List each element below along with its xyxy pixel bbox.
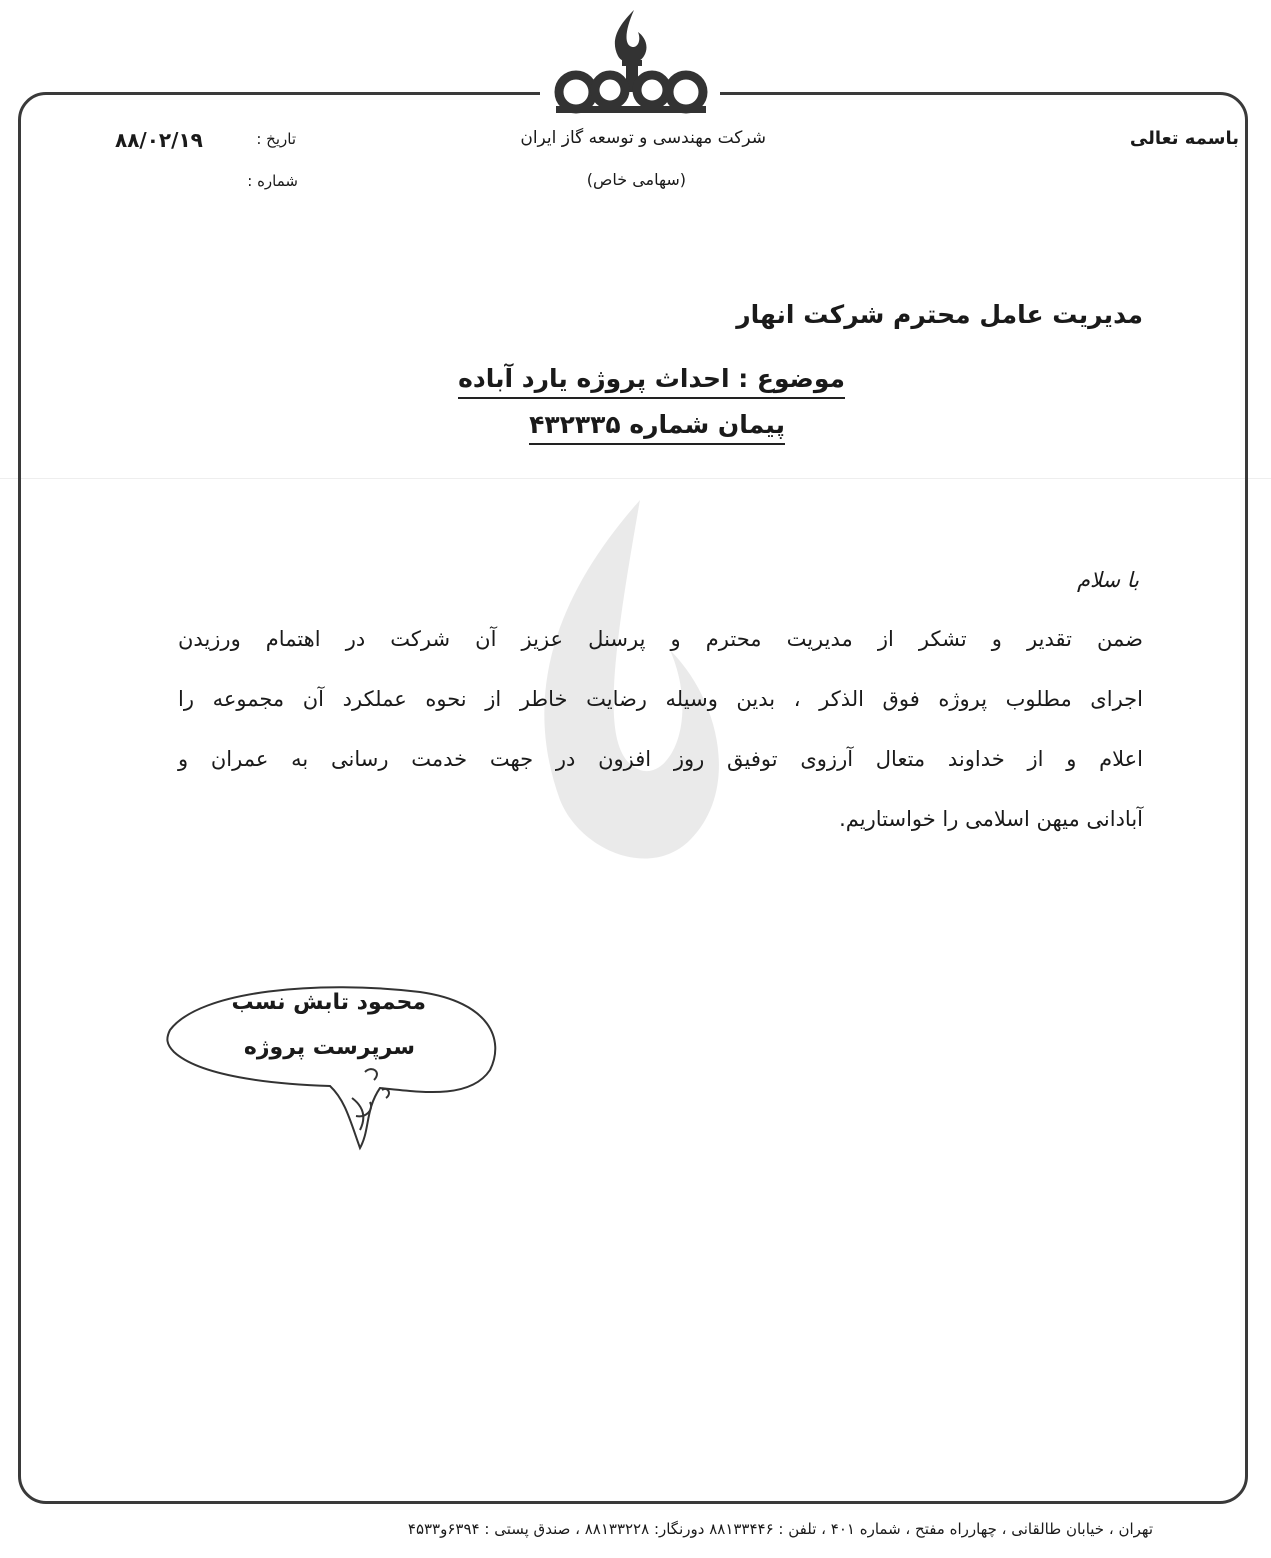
body-line: ضمن تقدیر و تشکر از مدیریت محترم و پرسنل عزیز آن شرکت در اهتمام ورزیدن xyxy=(178,627,1143,651)
signer-title: سرپرست پروژه xyxy=(243,1035,415,1060)
company-type: (سهامی خاص) xyxy=(586,170,686,189)
signer-name: محمود تابش نسب xyxy=(231,990,426,1015)
basmala-heading: باسمه تعالی xyxy=(1129,128,1239,149)
body-line: اعلام و از خداوند متعال آرزوی توفیق روز افزون در جهت خدمت رسانی به عمران و xyxy=(178,747,1143,771)
subject-line: موضوع : احداث پروژه یارد آباده xyxy=(458,364,845,399)
company-name: شرکت مهندسی و توسعه گاز ایران xyxy=(520,128,766,148)
body-line: اجرای مطلوب پروژه فوق الذکر ، بدین وسیله رضایت خاطر از نحوه عملکرد آن مجموعه را xyxy=(178,687,1143,711)
body-line: آبادانی میهن اسلامی را خواستاریم. xyxy=(839,807,1143,831)
recipient-line: مدیریت عامل محترم شرکت انهار xyxy=(736,300,1143,329)
contract-number-line: پیمان شماره ۴۳۲۳۳۵ xyxy=(529,410,785,445)
date-value: ۸۸/۰۲/۱۹ xyxy=(115,128,203,152)
footer-address: تهران ، خیابان طالقانی ، چهارراه مفتح ، شماره ۴۰۱ ، تلفن : ۸۸۱۳۳۴۴۶ دورنگار: ۸۸۱۳۳۲۲۸ ، صندق پستی : ۶۳۹۴و۴۵۳۳ xyxy=(407,1520,1153,1538)
number-label: شماره : xyxy=(247,172,298,190)
flame-torch-logo-icon xyxy=(548,6,714,118)
greeting-line: با سلام xyxy=(1076,568,1139,592)
date-label: تاریخ : xyxy=(256,130,296,148)
